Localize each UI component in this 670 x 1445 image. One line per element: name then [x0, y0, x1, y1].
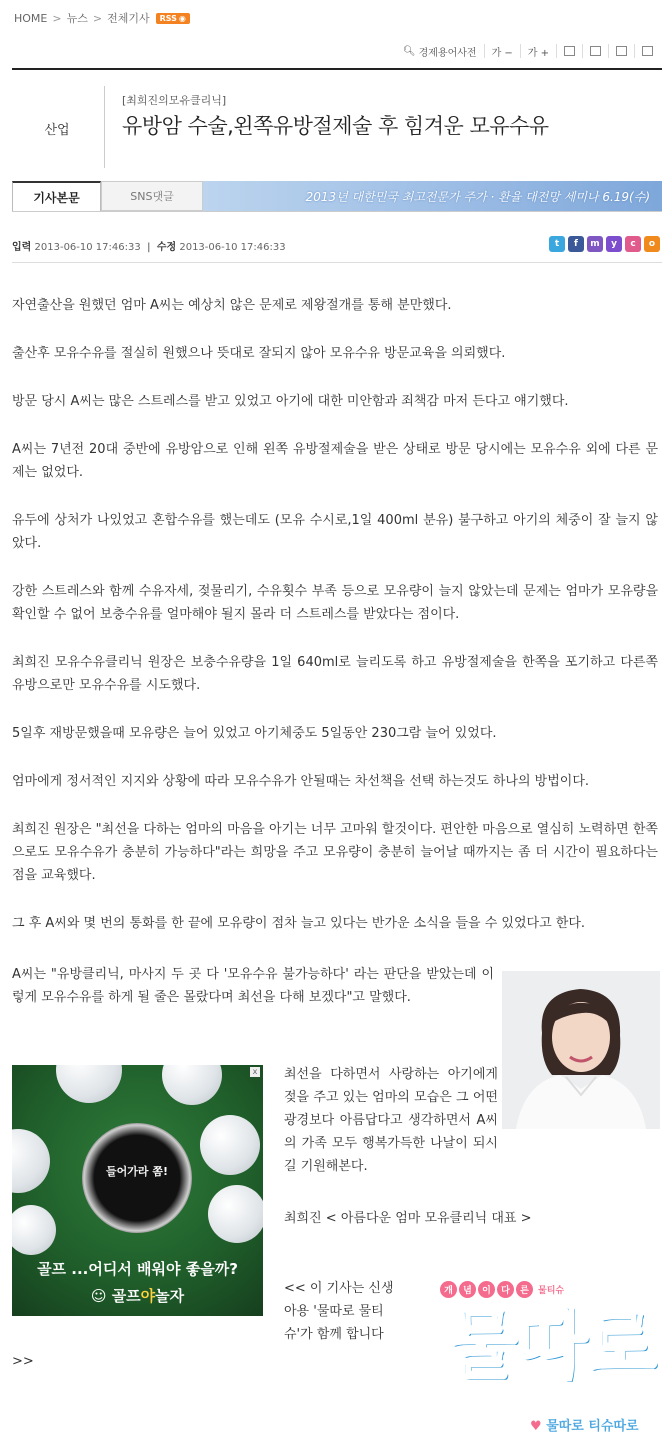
article-body — [12, 294, 658, 960]
rss-button[interactable] — [156, 13, 190, 24]
article-kicker: [최희진의모유클리닉] — [122, 94, 227, 107]
download-icon — [590, 46, 601, 56]
input-label: 입력 — [12, 242, 32, 253]
yozm-icon[interactable]: y — [606, 236, 622, 252]
author-signature: 최희진 < 아름다운 엄마 모유클리닉 대표 > — [284, 1211, 532, 1226]
input-date: 2013-06-10 17:46:33 — [34, 242, 141, 253]
email-button[interactable] — [608, 44, 634, 58]
divider — [12, 211, 662, 212]
golf-ball-image — [162, 1065, 222, 1105]
print-icon — [564, 46, 575, 56]
paragraph: 방문 당시 A씨는 많은 스트레스를 받고 있었고 아기에 대한 미안함과 죄책감 마저 든다고 얘기했다. — [12, 394, 569, 409]
ad-logo-mid: 야 — [140, 1287, 156, 1305]
golf-ball-image — [12, 1129, 50, 1193]
edit-date: 2013-06-10 17:46:33 — [179, 242, 286, 253]
divider — [12, 68, 662, 70]
cyworld-icon[interactable]: c — [625, 236, 641, 252]
seminar-banner[interactable]: 2013년 대한민국 최고전문가 주가 · 환율 대전망 세미나 6.19(수) — [203, 181, 662, 211]
ad-logo — [12, 1285, 263, 1306]
breadcrumb-news[interactable]: 뉴스 — [66, 12, 88, 25]
rss-label: RSS — [159, 13, 177, 23]
chevron-right-icon: > — [52, 11, 62, 25]
golf-ball-image — [200, 1115, 260, 1175]
share-buttons — [549, 236, 660, 252]
scrap-button[interactable] — [634, 44, 660, 58]
ad-logo-prefix: 골프 — [111, 1287, 141, 1305]
tissue-brand-name: 물따로 — [444, 1299, 653, 1388]
clog-icon[interactable]: o — [644, 236, 660, 252]
end-marker: >> — [12, 1354, 34, 1369]
dictionary-label: 경제용어사전 — [418, 47, 477, 59]
paragraph: 최희진 원장은 "최선을 다하는 엄마의 마음을 아기는 너무 고마워 할것이다. 편안한 마음으로 열심히 노력하면 한쪽으로도 모유수유가 충분히 가능하다"라는 희망을 주고 모유량이 충분히 늘어날 때까지는 좀 더 시간이 필요하다는 점을 교육했다. — [12, 822, 658, 883]
ad-question: 골프 ...어디서 배워야 좋을까? — [37, 1260, 238, 1278]
heart-icon: ♥ — [530, 1419, 547, 1434]
divider — [12, 262, 662, 263]
slogan-bubble: 념 — [459, 1281, 476, 1298]
section-label: 산업 — [44, 122, 70, 138]
paragraph: 5일후 재방문했을때 모유량은 늘어 있었고 아기체중도 5일동안 230그람 늘어 있었다. — [12, 726, 497, 741]
closing-paragraph: 최선을 다하면서 사랑하는 아기에게 젖을 주고 있는 엄마의 모습은 그 어떤 광경보다 아름답다고 생각하면서 A씨의 가족 모두 행복가득한 나날이 되시길 기원해본다. — [284, 1067, 498, 1174]
tab-article-body[interactable]: 기사본문 — [12, 181, 101, 211]
paragraph: 최희진 모유수유클리닉 원장은 보충수유량을 1일 640ml로 늘리도록 하고 유방절제술을 한쪽을 포기하고 다른쪽 유방으로만 모유수유를 시도했다. — [12, 655, 658, 693]
slogan-bubble: 다 — [497, 1281, 514, 1298]
slogan-bubble: 이 — [478, 1281, 495, 1298]
breadcrumb-all-articles[interactable]: 전체기사 — [107, 12, 150, 25]
breadcrumb — [14, 10, 190, 26]
tissue-tagline-text: 물따로 티슈따로 — [546, 1419, 639, 1434]
close-icon[interactable]: x — [250, 1067, 260, 1077]
scrap-icon — [642, 46, 653, 56]
smile-icon: ☺︎ — [90, 1287, 112, 1305]
paragraph: A씨는 7년전 20대 중반에 유방암으로 인해 왼쪽 유방절제술을 받은 상태로 방문 당시에는 모유수유 외에 다른 문제는 없었다. — [12, 442, 658, 480]
article-title: 유방암 수술,왼쪽유방절제술 후 힘겨운 모유수유 — [122, 114, 549, 138]
sponsor-footnote: << 이 기사는 신생아용 '물따로 물티슈'가 함께 합니다 — [284, 1281, 394, 1342]
paragraph: 엄마에게 정서적인 지지와 상황에 따라 모유수유가 안될때는 차선책을 선택 하는것도 하나의 방법이다. — [12, 774, 590, 789]
facebook-icon[interactable]: f — [568, 236, 584, 252]
tissue-brand-logo[interactable] — [440, 1281, 665, 1441]
slogan-bubble: 개 — [440, 1281, 457, 1298]
slogan-suffix: 물티슈 — [538, 1286, 565, 1296]
mail-icon — [616, 46, 627, 56]
article-tools — [396, 44, 660, 58]
paragraph: 출산후 모유수유를 절실히 원했으나 뜻대로 잘되지 않아 모유수유 방문교육을 의뢰했다. — [12, 346, 506, 361]
edit-label: 수정 — [156, 242, 177, 253]
tab-sns-comments[interactable]: SNS댓글 — [101, 181, 203, 211]
me2day-icon[interactable]: m — [587, 236, 603, 252]
quote-paragraph: A씨는 "유방클리닉, 마사지 두 곳 다 '모유수유 불가능하다' 라는 판단을 받았는데 이렇게 모유수유를 하게 될 줄은 몰랐다며 최선을 다해 보겠다"고 말했다. — [12, 967, 494, 1005]
paragraph: 강한 스트레스와 함께 수유자세, 젖물리기, 수유횟수 부족 등으로 모유량이 늘지 않았는데 문제는 엄마가 모유량을 확인할 수 없어 보충수유를 얼마해야 될지 몰라 더 스트레스를 받았다는 점이다. — [12, 584, 658, 622]
breadcrumb-home[interactable]: HOME — [14, 11, 48, 25]
dictionary-button[interactable] — [396, 44, 484, 58]
twitter-icon[interactable]: t — [549, 236, 565, 252]
golf-ball-image — [208, 1185, 263, 1243]
divider — [104, 86, 105, 168]
paragraph: 자연출산을 원했던 엄마 A씨는 예상치 않은 문제로 제왕절개를 통해 분만했다. — [12, 298, 452, 313]
tissue-slogan — [440, 1281, 564, 1298]
font-decrease-button[interactable]: 가 − — [484, 44, 520, 58]
font-increase-button[interactable]: 가 + — [520, 44, 556, 58]
ad-bubble-text: 들어가라 쫌! — [106, 1165, 168, 1178]
save-button[interactable] — [582, 44, 608, 58]
paragraph: 그 후 A씨와 몇 번의 통화를 한 끝에 모유량이 점차 늘고 있다는 반가운 소식을 들을 수 있었다고 한다. — [12, 916, 586, 931]
rss-icon: ◉ — [178, 13, 186, 23]
print-button[interactable] — [556, 44, 582, 58]
search-icon: 🔍︎ — [402, 45, 416, 57]
golf-ball-image — [12, 1205, 56, 1255]
golf-ad[interactable] — [12, 1065, 263, 1316]
paragraph: 유두에 상처가 나있었고 혼합수유를 했는데도 (모유 수시로,1일 400ml 분유) 불구하고 아기의 체중이 잘 늘지 않았다. — [12, 513, 658, 551]
ad-logo-suffix: 놀자 — [155, 1287, 185, 1305]
chevron-right-icon: > — [92, 11, 103, 25]
author-photo — [502, 971, 660, 1129]
slogan-bubble: 른 — [516, 1281, 533, 1298]
tissue-tagline — [530, 1415, 639, 1434]
article-dates: 입력 2013-06-10 17:46:33 | 수정 2013-06-10 17:46:33 — [12, 242, 286, 253]
golf-ball-image — [56, 1065, 122, 1103]
